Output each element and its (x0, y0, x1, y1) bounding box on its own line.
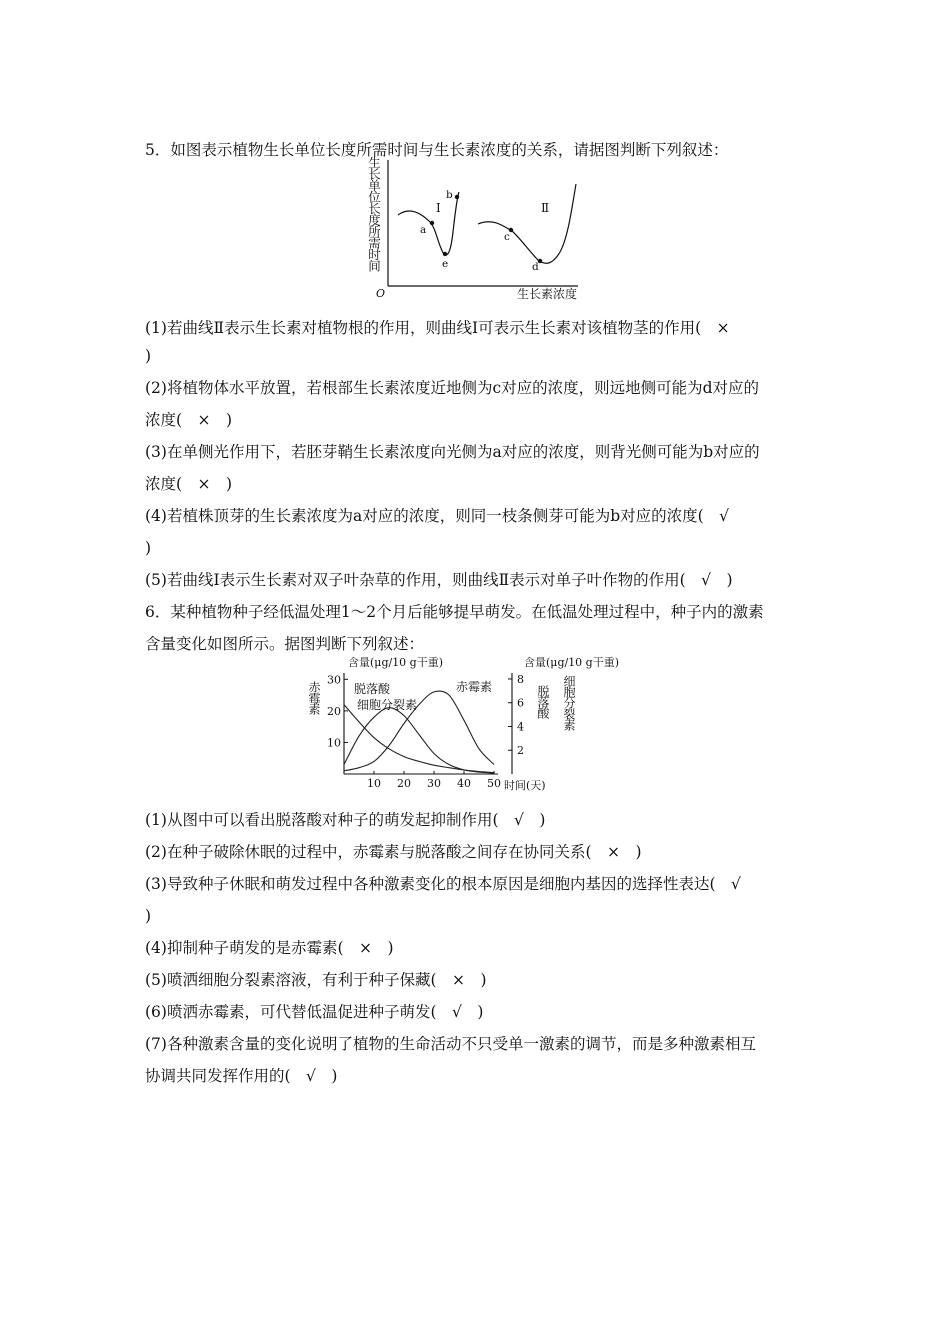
q5-point-a-label: a (420, 224, 427, 236)
q6-right-unit: 含量(μg/10 g干重) (524, 656, 620, 669)
q6-left-tick-label: 30 (327, 673, 341, 687)
q5-curve-2 (478, 184, 576, 263)
q6-x-tick-label: 20 (397, 777, 411, 790)
q6-right-tick-label: 6 (517, 696, 524, 710)
q5-item-1-line-2: ) (145, 347, 152, 365)
q5-curve-2-label: Ⅱ (541, 201, 550, 215)
q6-x-tick-label: 50 (487, 777, 501, 790)
q5-point-c-label: c (504, 231, 510, 243)
q6-item-1-line-1: (1)从图中可以看出脱落酸对种子的萌发起抑制作用( √ ) (145, 811, 546, 829)
q6-stem-line-1: 6．某种植物种子经低温处理1～2个月后能够提早萌发。在低温处理过程中，种子内的激素 (145, 603, 764, 621)
q5-point-e (443, 252, 447, 256)
q5-item-4-line-1: (4)若植株顶芽的生长素浓度为a对应的浓度，则同一枝条侧芽可能为b对应的浓度( √ (145, 507, 730, 525)
q5-figure (360, 152, 590, 302)
q5-curve-1 (398, 192, 459, 255)
q5-item-1-line-1: (1)若曲线Ⅱ表示生长素对植物根的作用，则曲线Ⅰ可表示生长素对该植物茎的作用( × (145, 319, 730, 337)
q6-line-abscisic-acid (344, 705, 494, 773)
q6-item-4-line-1: (4)抑制种子萌发的是赤霉素( × ) (145, 939, 394, 957)
q6-item-5-line-1: (5)喷洒细胞分裂素溶液，有利于种子保藏( × ) (145, 971, 487, 989)
q5-item-5-line-1: (5)若曲线Ⅰ表示生长素对双子叶杂草的作用，则曲线Ⅱ表示对单子叶作物的作用( √ ) (145, 571, 733, 589)
q5-item-2-line-2: 浓度( × ) (145, 411, 233, 429)
q6-line-cytokinin (344, 708, 494, 773)
q6-item-7-line-2: 协调共同发挥作用的( √ ) (145, 1067, 338, 1085)
q6-series-label-cytokinin: 细胞分裂素 (357, 698, 418, 712)
q5-item-3-line-2: 浓度( × ) (145, 475, 233, 493)
q6-right-axis-label-2: 细胞分裂素 (562, 675, 576, 730)
q6-right-tick-label: 8 (517, 672, 524, 686)
q5-stem: 5．如图表示植物生长单位长度所需时间与生长素浓度的关系，请据图判断下列叙述： (145, 141, 729, 159)
q5-x-axis-label: 生长素浓度 (517, 287, 578, 301)
q6-right-axis-label-1: 脱落酸 (536, 685, 550, 718)
q5-point-a (430, 221, 434, 225)
q6-item-3-line-2: ) (145, 907, 152, 925)
q6-chart (298, 655, 678, 795)
q5-point-b-label: b (446, 189, 453, 201)
q5-point-e-label: e (442, 258, 449, 270)
q5-origin-label: O (376, 287, 386, 300)
q5-y-axis-label: 生长单位长度所需时间 (366, 156, 382, 271)
q6-item-3-line-1: (3)导致种子休眠和萌发过程中各种激素变化的根本原因是细胞内基因的选择性表达( √ (145, 875, 741, 893)
q6-series-label-gibberellin: 赤霉素 (456, 680, 493, 694)
q5-item-4-line-2: ) (145, 539, 152, 557)
q6-x-tick-label: 10 (367, 777, 381, 790)
q5-item-3-line-1: (3)在单侧光作用下，若胚芽鞘生长素浓度向光侧为a对应的浓度，则背光侧可能为b对应的 (145, 443, 760, 461)
q6-item-6-line-1: (6)喷洒赤霉素，可代替低温促进种子萌发( √ ) (145, 1003, 484, 1021)
q6-x-tick-label: 30 (427, 777, 441, 790)
q6-x-axis-label: 时间(天) (504, 779, 546, 792)
q5-curve-1-label: Ⅰ (436, 201, 441, 215)
q6-left-tick-label: 10 (327, 736, 341, 750)
q6-x-tick-label: 40 (457, 777, 471, 790)
q6-left-axis-label: 赤霉素 (307, 681, 321, 714)
q6-series-label-abscisic: 脱落酸 (354, 682, 391, 696)
q6-item-2-line-1: (2)在种子破除休眠的过程中，赤霉素与脱落酸之间存在协同关系( × ) (145, 843, 642, 861)
q6-right-tick-label: 4 (517, 720, 524, 734)
q6-item-7-line-1: (7)各种激素含量的变化说明了植物的生命活动不只受单一激素的调节，而是多种激素相互 (145, 1035, 756, 1053)
q5-item-2-line-1: (2)将植物体水平放置，若根部生长素浓度近地侧为c对应的浓度，则远地侧可能为d对应的 (145, 379, 760, 397)
q6-left-tick-label: 20 (327, 704, 341, 718)
q6-stem-line-2: 含量变化如图所示。据图判断下列叙述： (145, 635, 425, 653)
q5-point-d-label: d (532, 261, 539, 273)
q5-point-b (455, 195, 459, 199)
q6-left-unit: 含量(μg/10 g干重) (348, 656, 444, 669)
q6-right-tick-label: 2 (517, 744, 524, 758)
